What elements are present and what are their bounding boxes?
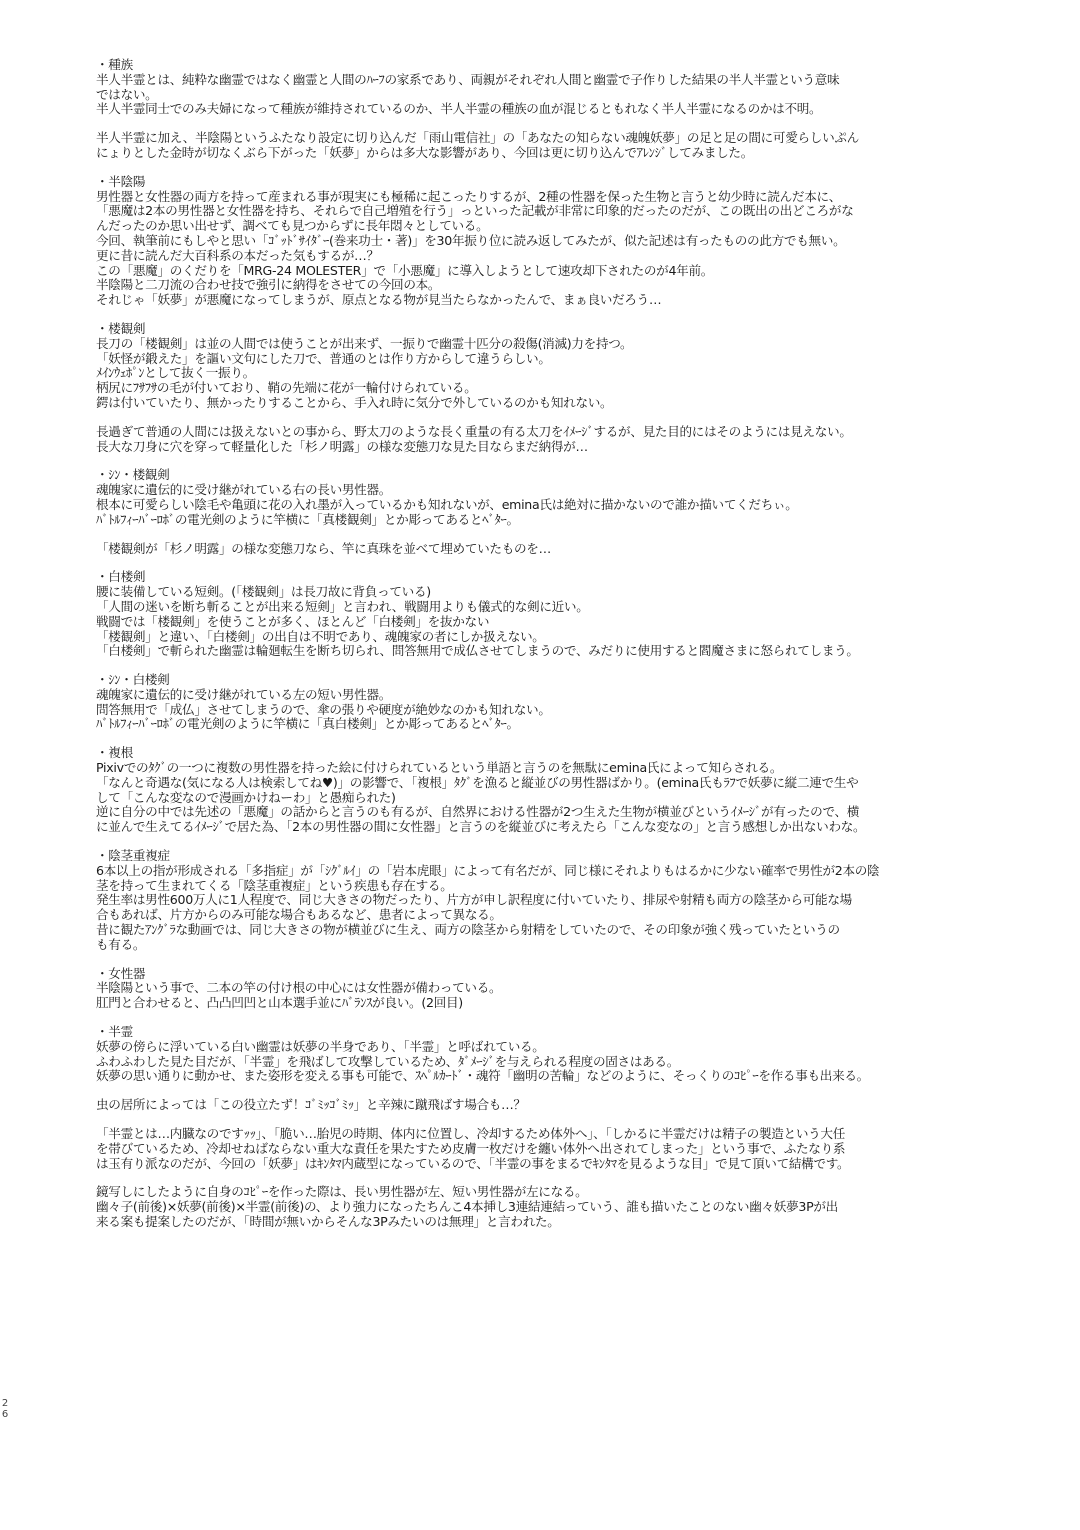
paragraph	[96, 425, 1036, 455]
section	[96, 967, 1036, 1011]
text-line: 問答無用で「成仏」させてしまうので、傘の張りや硬度が絶妙なのかも知れない。	[96, 701, 551, 717]
section-title: ・ｼﾝ・楼観剣	[96, 467, 170, 483]
text-line: 半陰陽という事で、二本の竿の付け根の中心には女性器が備わっている。	[96, 980, 502, 996]
section	[96, 58, 1036, 161]
text-line: んだったのか思い出せず、調べても見つからずに長年悶々としている。	[96, 218, 489, 234]
text-line: ふわふわした見た目だが、「半霊」を飛ばして攻撃しているため、ﾀﾞﾒｰｼﾞを与えられる程度の固さはある。	[96, 1053, 679, 1069]
paragraph-gap	[96, 411, 1036, 425]
section-title: ・陰茎重複症	[96, 848, 170, 864]
document-body	[96, 58, 1036, 1230]
text-line: 「半霊とは…内臓なのですｯｯ」、「脆い…胎児の時期、体内に位置し、冷却するため体外へ」、「しかるに半霊だけは精子の製造という大任	[96, 1126, 846, 1142]
section-title: ・半霊	[96, 1024, 133, 1040]
section-gap	[96, 835, 1036, 849]
paragraph-gap	[96, 528, 1036, 542]
text-line: 「白楼剣」で斬られた幽霊は輪廻転生を断ち切られ、問答無用で成仏させてしまうので、みだりに使用すると閻魔さまに怒られてしまう。	[96, 643, 859, 659]
paragraph	[96, 1040, 1036, 1084]
section-gap	[96, 732, 1036, 746]
text-line: 半人半霊同士でのみ夫婦になって種族が維持されているのか、半人半霊の種族の血が混じるともれなく半人半霊になるのかは不明。	[96, 101, 822, 117]
section-title: ・半陰陽	[96, 173, 146, 189]
text-line: 更に昔に読んだ大百科系の本だった気もするが…？	[96, 247, 379, 263]
text-line: 今回、執筆前にもしやと思い「ｺﾞｯﾄﾞｻｲﾀﾞｰ(巻来功士・著)」を30年振り位に読み返してみたが、似た記述は有ったものの此方でも無い。	[96, 232, 846, 248]
section	[96, 746, 1036, 835]
text-line: 「人間の迷いを断ち斬ることが出来る短剣」と言われ、戦闘用よりも儀式的な剣に近い。	[96, 598, 589, 614]
text-line: 昔に観たｱﾝｸﾞﾗな動画では、同じ大きさの物が横並びに生え、両方の陰茎から射精をしていたので、その印象が強く残っていたというの	[96, 922, 840, 938]
paragraph	[96, 688, 1036, 732]
text-line: 鍔は付いていたり、無かったりすることから、手入れ時に気分で外しているのかも知れない。	[96, 394, 613, 410]
section-gap	[96, 308, 1036, 322]
section-gap	[96, 1011, 1036, 1025]
section-title: ・楼観剣	[96, 320, 146, 336]
text-line: 妖夢の思い通りに動かせ、また姿形を変える事も可能で、ｽﾍﾟﾙｶｰﾄﾞ・魂符「幽明の苦輪」などのように、そっくりのｺﾋﾟｰを作る事も出来る。	[96, 1068, 869, 1084]
paragraph	[96, 585, 1036, 659]
section-gap	[96, 953, 1036, 967]
paragraph	[96, 1185, 1036, 1229]
paragraph-gap	[96, 1113, 1036, 1127]
text-line: ではない。	[96, 86, 158, 102]
text-line: ﾒｲﾝｳｪﾎﾟﾝとして抜く一振り。	[96, 365, 255, 381]
text-line: 戦闘では「楼観剣」を使うことが多く、ほとんど「白楼剣」を抜かない	[96, 613, 490, 629]
text-line: 茎を持って生まれてくる「陰茎重複症」という疾患も存在する。	[96, 877, 453, 893]
section-title: ・白楼剣	[96, 569, 146, 585]
section	[96, 322, 1036, 454]
paragraph	[96, 981, 1036, 1011]
page-number: 26	[1, 1398, 9, 1420]
text-line: Pixivでのﾀｸﾞの一つに複数の男性器を持った絵に付けられているという単語と言うのを無駄にemina氏によって知らされる。	[96, 760, 783, 776]
paragraph-gap	[96, 1084, 1036, 1098]
text-line: 虫の居所によっては「この役立たず！ｺﾞﾐｯｺﾞﾐｯ」と辛辣に蹴飛ばす場合も…？	[96, 1097, 526, 1113]
paragraph	[96, 337, 1036, 411]
section	[96, 849, 1036, 953]
section	[96, 673, 1036, 732]
text-line: して「こんな変なので漫画かけねーわ」と愚痴られた)	[96, 789, 396, 805]
text-line: ﾊﾞﾄﾙﾌｨｰﾊﾞｰﾛﾎﾞの電光剣のように竿横に「真白楼剣」とか彫ってあるとﾍﾞﾀｰ。	[96, 716, 519, 732]
text-line: 長大な刀身に穴を穿って軽量化した「杉ノ明露」の様な変態刀な見た目ならまだ納得が…	[96, 438, 588, 454]
text-line: 発生率は男性600万人に1人程度で、同じ大きさの物だったり、片方が申し訳程度に付いていたり、排尿や射精も両方の陰茎から可能な場	[96, 892, 852, 908]
section-gap	[96, 659, 1036, 673]
paragraph	[96, 190, 1036, 308]
paragraph	[96, 864, 1036, 953]
section-gap	[96, 161, 1036, 175]
text-line: 魂魄家に遺伝的に受け継がれている右の長い男性器。	[96, 482, 392, 498]
section-title: ・女性器	[96, 965, 146, 981]
text-line: 半人半霊とは、純粋な幽霊ではなく幽霊と人間のﾊｰﾌの家系であり、両親がそれぞれ人間と幽霊で子作りした結果の半人半霊という意味	[96, 71, 840, 87]
text-line: を帯びているため、冷却せねばならない重大な責任を果たすため皮膚一枚だけを纏い体外へ出されてしまった」という事で、ふたなり系	[96, 1140, 846, 1156]
section	[96, 175, 1036, 308]
text-line: 「楼観剣」と違い、「白楼剣」の出自は不明であり、魂魄家の者にしか扱えない。	[96, 628, 545, 644]
text-line: この「悪魔」のくだりを「MRG-24 MOLESTER」で「小悪魔」に導入しようとして速攻却下されたのが4年前。	[96, 262, 714, 278]
text-line: 柄尻にﾌｻﾌｻの毛が付いており、鞘の先端に花が一輪付けられている。	[96, 380, 477, 396]
text-line: 魂魄家に遺伝的に受け継がれている左の短い男性器。	[96, 686, 392, 702]
section-title: ・種族	[96, 57, 133, 72]
paragraph	[96, 761, 1036, 835]
paragraph	[96, 1127, 1036, 1171]
text-line: 妖夢の傍らに浮いている白い幽霊は妖夢の半身であり、「半霊」と呼ばれている。	[96, 1038, 545, 1054]
text-line: も有る。	[96, 936, 146, 952]
paragraph	[96, 542, 1036, 557]
text-line: にょりとした金時が切なくぶら下がった「妖夢」からは多大な影響があり、今回は更に切り込んでｱﾚﾝｼﾞしてみました。	[96, 144, 754, 160]
paragraph	[96, 483, 1036, 527]
text-line: 6本以上の指が形成される「多指症」が「ｼｸﾞﾙｲ」の「岩本虎眼」によって有名だが、同じ様にそれよりもはるかに少ない確率で男性が2本の陰	[96, 862, 880, 878]
text-line: 合もあれば、片方からのみ可能な場合もあるなど、患者によって異なる。	[96, 907, 502, 923]
text-line: ﾊﾞﾄﾙﾌｨｰﾊﾞｰﾛﾎﾞの電光剣のように竿横に「真楼観剣」とか彫ってあるとﾍﾞﾀｰ。	[96, 511, 519, 527]
section-gap	[96, 556, 1036, 570]
text-line: 「妖怪が鍛えた」を謳い文句にした刀で、普通のとは作り方からして違うらしい。	[96, 350, 551, 366]
text-line: 長刀の「楼観剣」は並の人間では使うことが出来ず、一振りで幽霊十匹分の殺傷(消滅)力を持つ。	[96, 335, 633, 351]
section	[96, 570, 1036, 659]
text-line: 男性器と女性器の両方を持って産まれる事が現実にも極稀に起こったりするが、2種の性器を保った生物と言うと幼少時に読んだ本に、	[96, 188, 842, 204]
text-line: 根本に可愛らしい陰毛や亀頭に花の入れ墨が入っているかも知れないが、emina氏は絶対に描かないので誰か描いてくだちぃ。	[96, 496, 798, 512]
paragraph	[96, 131, 1036, 161]
text-line: 腰に装備している短剣。(「楼観剣」は長刀故に背負っている)	[96, 584, 431, 600]
text-line: それじゃ「妖夢」が悪魔になってしまうが、原点となる物が見当たらなかったんで、まぁ良いだろう…	[96, 292, 662, 308]
text-line: 逆に自分の中では先述の「悪魔」の話からと言うのも有るが、自然界における性器が2つ生えた生物が横並びというｲﾒｰｼﾞが有ったので、横	[96, 804, 860, 820]
text-line: 「悪魔は2本の男性器と女性器を持ち、それらで自己増殖を行う」っといった記載が非常に印象的だったのだが、この既出の出どころがな	[96, 203, 854, 219]
text-line: 「なんと奇遇な(気になる人は検索してね♥)」の影響で、「複根」ﾀｸﾞを漁ると縦並びの男性器ばかり。(emina氏もﾗﾌで妖夢に縦二連で生や	[96, 774, 859, 790]
text-line: 肛門と合わせると、凸凸凹凹と山本選手並にﾊﾞﾗﾝｽが良い。(2回目)	[96, 995, 463, 1011]
text-line: 来る案も提案したのだが、「時間が無いからそんな3Pみたいのは無理」と言われた。	[96, 1214, 560, 1229]
section-gap	[96, 454, 1036, 468]
text-line: 半人半霊に加え、半陰陽というふたなり設定に切り込んだ「雨山電信社」の「あなたの知らない魂魄妖夢」の足と足の間に可愛らしいぷん	[96, 130, 859, 146]
section	[96, 468, 1036, 556]
section-title: ・ｼﾝ・白楼剣	[96, 672, 170, 688]
section	[96, 1025, 1036, 1230]
paragraph-gap	[96, 117, 1036, 131]
text-line: 幽々子(前後)×妖夢(前後)×半霊(前後)の、より強力になったちんこ4本挿し3連結連結っていう、誰も描いたことのない幽々妖夢3Pが出	[96, 1199, 838, 1215]
text-line: 長過ぎて普通の人間には扱えないとの事から、野太刀のような長く重量の有る太刀をｲﾒｰｼﾞするが、見た目的にはそのようには見えない。	[96, 423, 852, 439]
text-line: 半陰陽と二刀流の合わせ技で強引に納得をさせての今回の本。	[96, 277, 441, 293]
paragraph	[96, 1098, 1036, 1113]
section-title: ・複根	[96, 745, 133, 761]
text-line: 「楼観剣が「杉ノ明露」の様な変態刀なら、竿に真珠を並べて埋めていたものを…	[96, 540, 551, 556]
paragraph	[96, 73, 1036, 117]
paragraph-gap	[96, 1171, 1036, 1185]
text-line: に並んで生えてるｲﾒｰｼﾞで居た為、「2本の男性器の間に女性器」と言うのを縦並びに考えたら「こんな変なの」と言う感想しか出ないわな。	[96, 819, 866, 835]
text-line: は玉有り派なのだが、今回の「妖夢」はｷﾝﾀﾏ内蔵型になっているので、「半霊の事をまるでｷﾝﾀﾏを見るような目」で見て頂いて結構です。	[96, 1155, 850, 1171]
text-line: 鏡写しにしたように自身のｺﾋﾟｰを作った際は、長い男性器が左、短い男性器が左になる。	[96, 1184, 588, 1200]
